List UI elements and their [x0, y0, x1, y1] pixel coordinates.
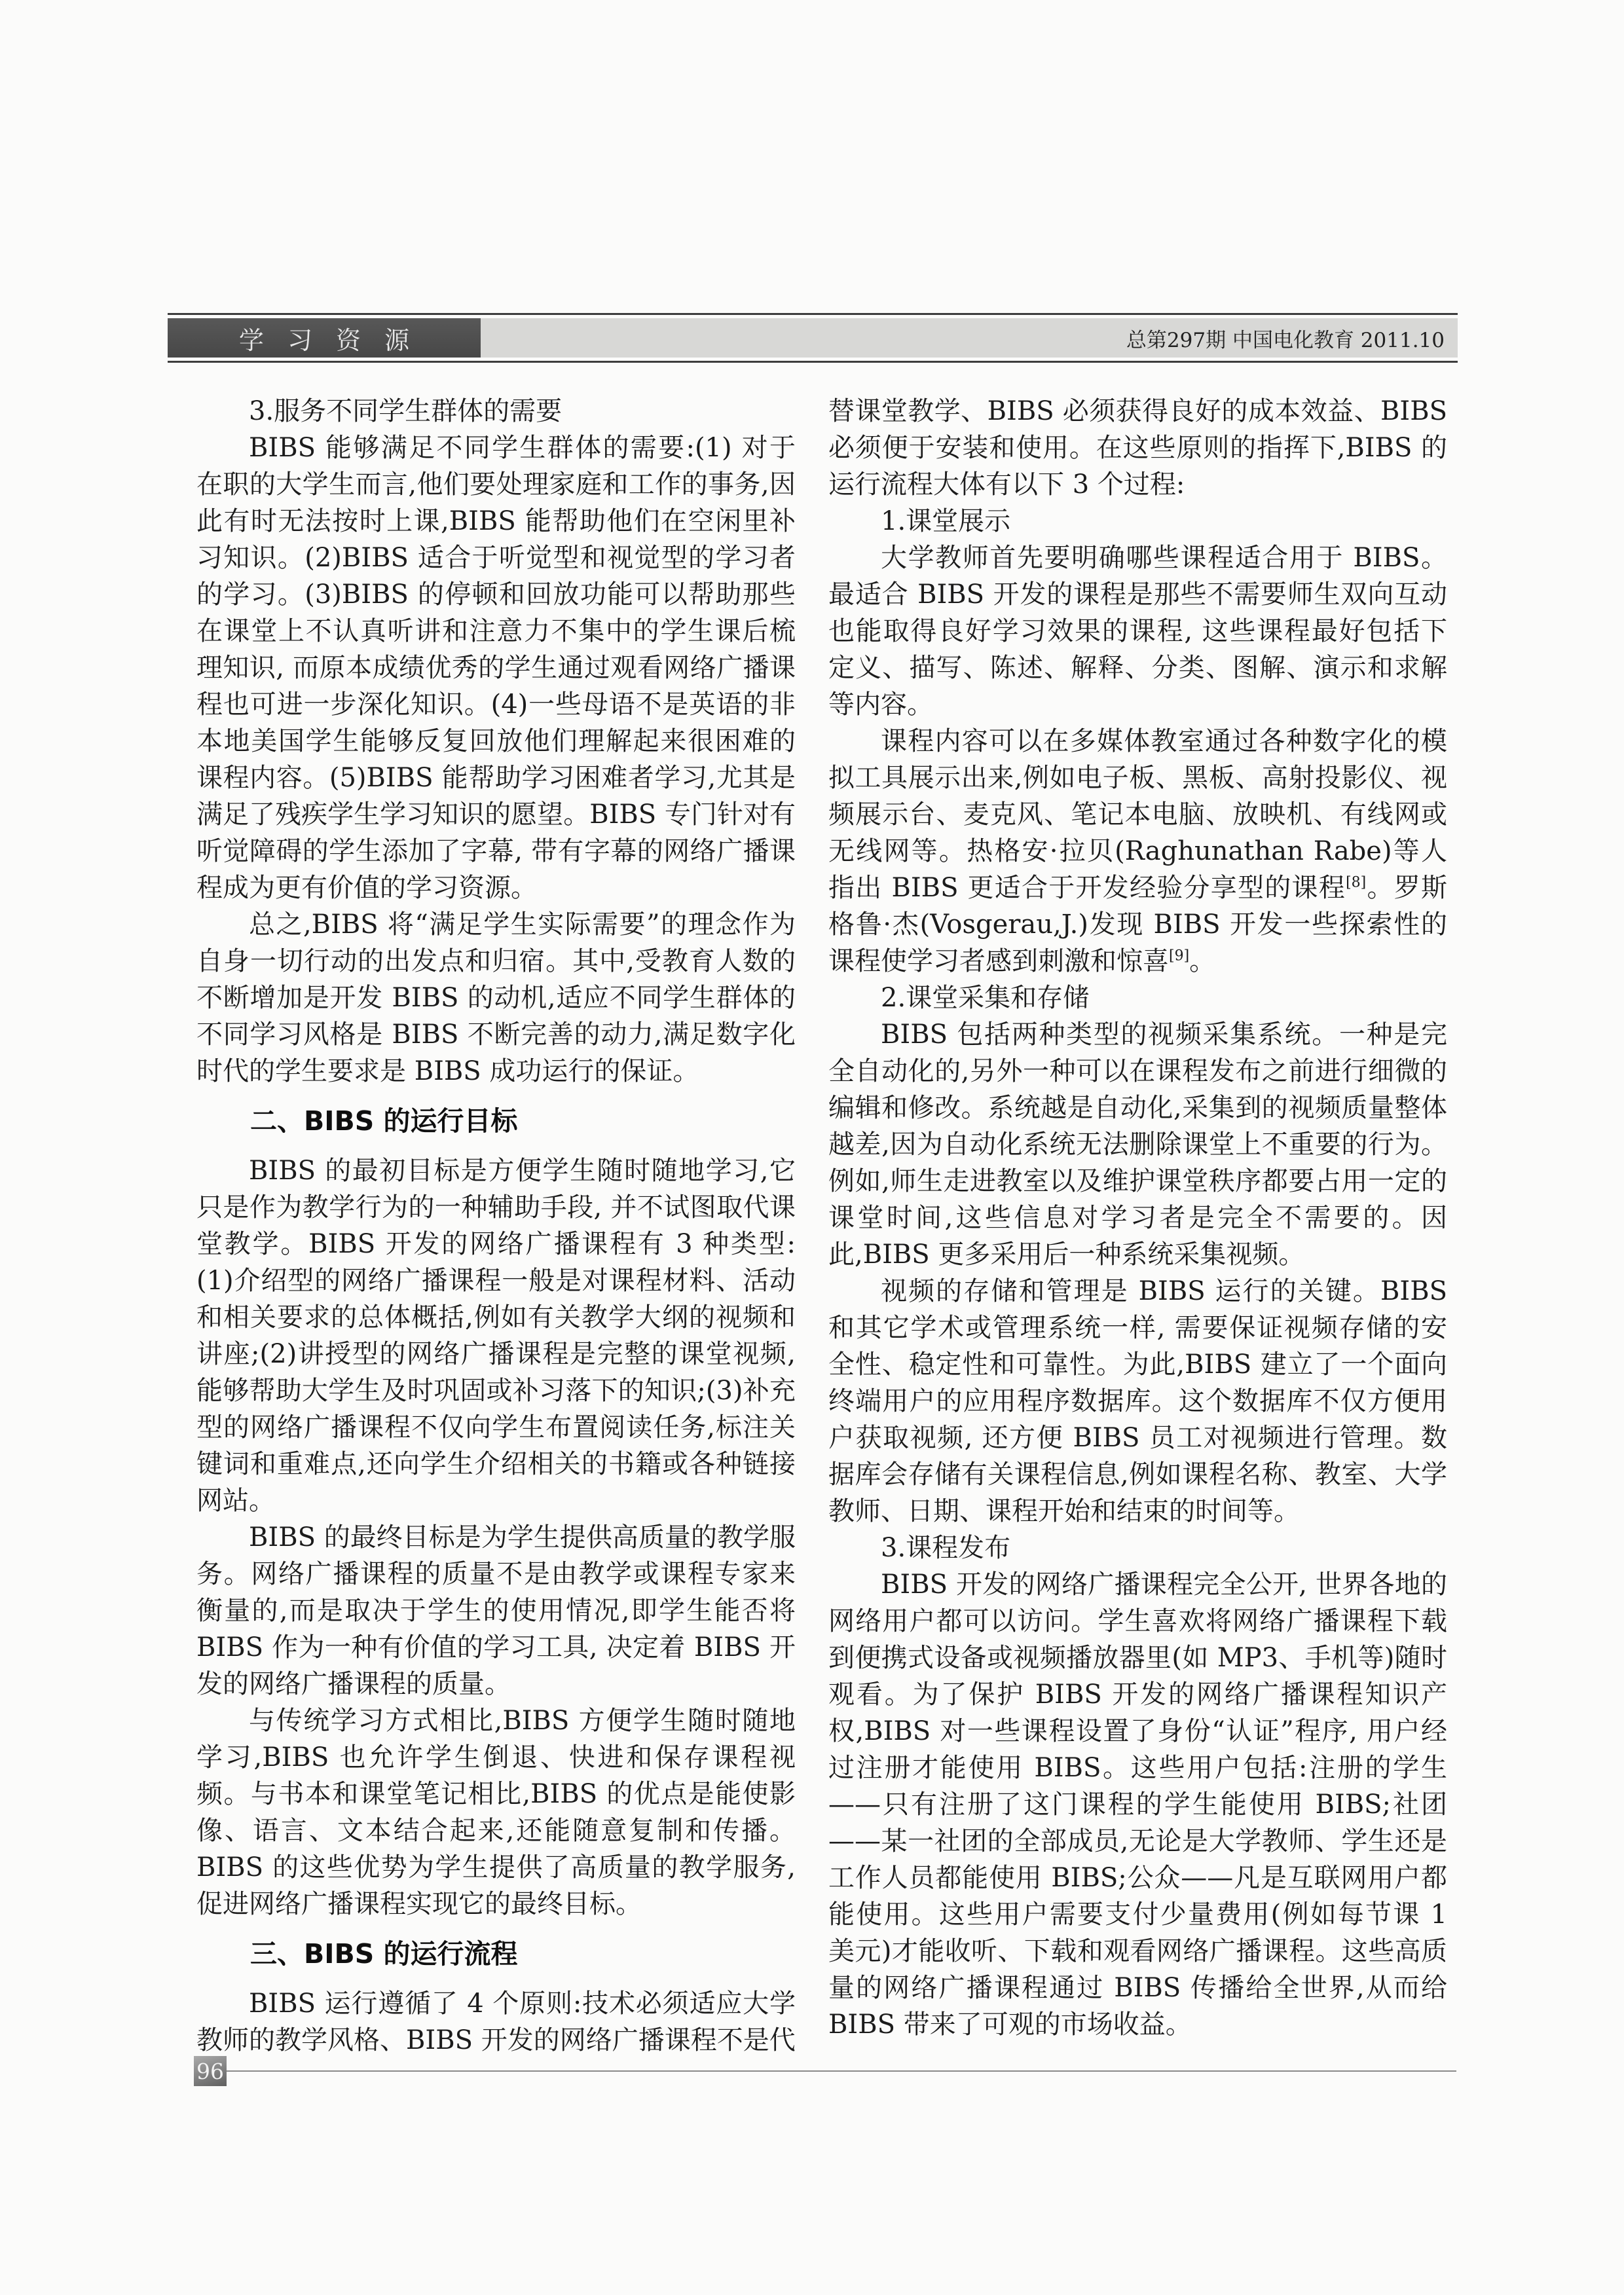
- section-label: 学习资源: [238, 325, 434, 355]
- section-label-box: [168, 318, 481, 358]
- section-heading: 二、BIBS 的运行目标: [250, 1105, 518, 1137]
- subsection-heading: 1.课堂展示: [881, 506, 1011, 536]
- subsection-heading: 2.课堂采集和存储: [881, 983, 1090, 1013]
- footer-rule: [227, 2070, 1456, 2072]
- paragraph-text: 。罗斯格鲁·杰(Vosgerau,J.)发现 BIBS 开发一些探索性的课程使学习者感到刺激和惊喜: [828, 873, 1448, 976]
- header-band: [168, 318, 1458, 358]
- paragraph-continuation: 替课堂教学、BIBS 必须获得良好的成本效益、BIBS 必须便于安装和使用。在这些原则的指挥下,BIBS 的运行流程大体有以下 3 个过程:: [828, 396, 1447, 500]
- paragraph: 与传统学习方式相比,BIBS 方便学生随时随地学习,BIBS 也允许学生倒退、快进和保存课程视频。与书本和课堂笔记相比,BIBS 的优点是能使影像、语言、文本结合起来,还能随意复制和传播。BIBS 的这些优势为学生提供了高质量的教学服务, 促进网络广播课程实现它的最终目标。: [196, 1706, 796, 1919]
- section-heading: 三、BIBS 的运行流程: [250, 1938, 518, 1970]
- paragraph-text: 。: [1189, 946, 1216, 976]
- paragraph: BIBS 运行遵循了 4 个原则:技术必须适应大学教师的教学风格、BIBS 开发的网络广播课程不是代: [196, 1989, 796, 2055]
- left-column: [196, 393, 796, 2059]
- paragraph: BIBS 的最终目标是为学生提供高质量的教学服务。网络广播课程的质量不是由教学或课程专家来衡量的,而是取决于学生的使用情况,即学生能否将 BIBS 作为一种有价值的学习工具, 决定着 BIBS 开发的网络广播课程的质量。: [196, 1522, 796, 1699]
- paragraph: 大学教师首先要明确哪些课程适合用于 BIBS。最适合 BIBS 开发的课程是那些不需要师生双向互动也能取得良好学习效果的课程, 这些课程最好包括下定义、描写、陈述、解释、分类、图解、演示和求解等内容。: [828, 543, 1447, 720]
- reference-9: [9]: [1169, 947, 1190, 964]
- issue-info: 总第297期 中国电化教育 2011.10: [481, 318, 1458, 358]
- paragraph-text: 课程内容可以在多媒体教室通过各种数字化的模拟工具展示出来,例如电子板、黑板、高射投影仪、视频展示台、麦克风、笔记本电脑、放映机、有线网或无线网等。热格安·拉贝(Raghunathan Rabe)等人指出 BIBS 更适合于开发经验分享型的课程: [828, 726, 1447, 903]
- subsection-heading: 3.课程发布: [881, 1533, 1011, 1563]
- header-top-rule: [168, 313, 1458, 315]
- header-bottom-rule: [168, 361, 1458, 363]
- paragraph: BIBS 能够满足不同学生群体的需要:(1) 对于在职的大学生而言,他们要处理家庭和工作的事务,因此有时无法按时上课,BIBS 能帮助他们在空闲里补习知识。(2)BIBS 适合于听觉型和视觉型的学习者的学习。(3)BIBS 的停顿和回放功能可以帮助那些在课堂上不认真听讲和注意力不集中的学生课后梳理知识, 而原本成绩优秀的学生通过观看网络广播课程也可进一步深化知识。(4)一些母语不是英语的非本地美国学生能够反复回放他们理解起来很困难的课程内容。(5)BIBS 能帮助学习困难者学习,尤其是满足了残疾学生学习知识的愿望。BIBS 专门针对有听觉障碍的学生添加了字幕, 带有字幕的网络广播课程成为更有价值的学习资源。: [196, 433, 796, 903]
- paragraph: 视频的存储和管理是 BIBS 运行的关键。BIBS 和其它学术或管理系统一样, 需要保证视频存储的安全性、稳定性和可靠性。为此,BIBS 建立了一个面向终端用户的应用程序数据库。这个数据库不仅方便用户获取视频, 还方便 BIBS 员工对视频进行管理。数据库会存储有关课程信息,例如课程名称、教室、大学教师、日期、课程开始和结束的时间等。: [828, 1276, 1447, 1526]
- page-number-badge: 96: [194, 2056, 227, 2086]
- paragraph: BIBS 的最初目标是方便学生随时随地学习,它只是作为教学行为的一种辅助手段, 并不试图取代课堂教学。BIBS 开发的网络广播课程有 3 种类型:(1)介绍型的网络广播课程一般是对课程材料、活动和相关要求的总体概括,例如有关教学大纲的视频和讲座;(2)讲授型的网络广播课程是完整的课堂视频,能够帮助大学生及时巩固或补习落下的知识;(3)补充型的网络广播课程不仅向学生布置阅读任务,标注关键词和重难点,还向学生介绍相关的书籍或各种链接网站。: [196, 1156, 796, 1516]
- page-header: [168, 313, 1458, 363]
- paragraph: [828, 723, 1447, 980]
- reference-8: [8]: [1346, 874, 1367, 891]
- paragraph: BIBS 开发的网络广播课程完全公开, 世界各地的网络用户都可以访问。学生喜欢将网络广播课程下载到便携式设备或视频播放器里(如 MP3、手机等)随时观看。为了保护 BIBS 开发的网络广播课程知识产权,BIBS 对一些课程设置了身份“认证”程序, 用户经过注册才能使用 BIBS。这些用户包括:注册的学生——只有注册了这门课程的学生能使用 BIBS;社团——某一社团的全部成员,无论是大学教师、学生还是工作人员都能使用 BIBS;公众——凡是互联网用户都能使用。这些用户需要支付少量费用(例如每节课 1 美元)才能收听、下载和观看网络广播课程。这些高质量的网络广播课程通过 BIBS 传播给全世界,从而给 BIBS 带来了可观的市场收益。: [828, 1570, 1447, 2040]
- subsection-heading: 3.服务不同学生群体的需要: [249, 396, 563, 426]
- paragraph: 总之,BIBS 将“满足学生实际需要”的理念作为自身一切行动的出发点和归宿。其中,受教育人数的不断增加是开发 BIBS 的动机,适应不同学生群体的不同学习风格是 BIBS 不断完善的动力,满足数字化时代的学生要求是 BIBS 成功运行的保证。: [196, 909, 796, 1086]
- right-column: [828, 393, 1447, 2043]
- paragraph: BIBS 包括两种类型的视频采集系统。一种是完全自动化的,另外一种可以在课程发布之前进行细微的编辑和修改。系统越是自动化,采集到的视频质量整体越差,因为自动化系统无法删除课堂上不重要的行为。例如,师生走进教室以及维护课堂秩序都要占用一定的课堂时间,这些信息对学习者是完全不需要的。因此,BIBS 更多采用后一种系统采集视频。: [828, 1019, 1447, 1270]
